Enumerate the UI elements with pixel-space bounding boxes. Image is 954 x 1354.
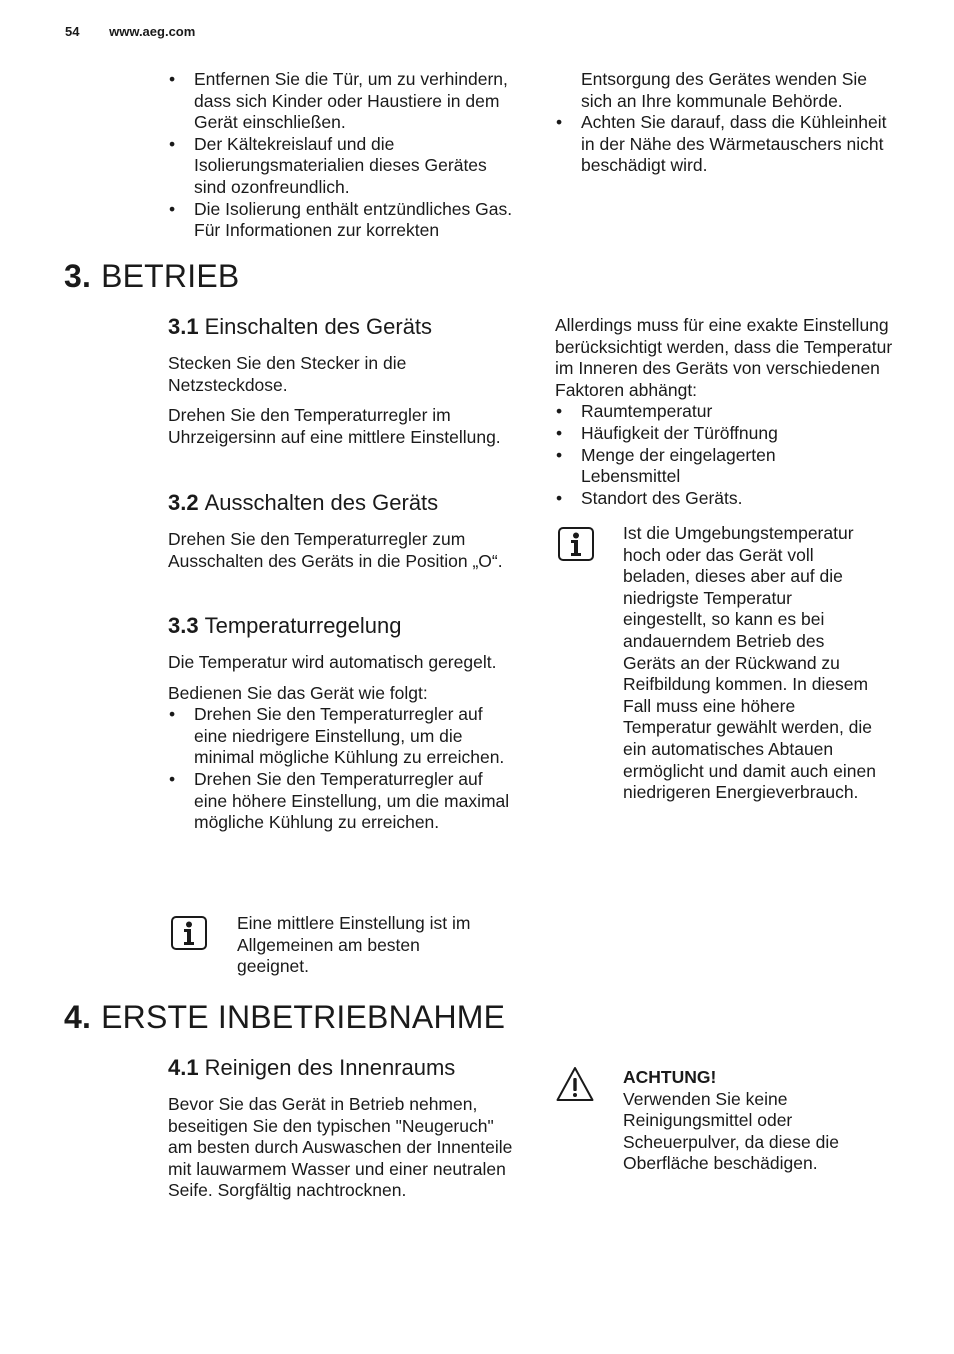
list-item: • Raumtemperatur xyxy=(555,401,900,423)
section-heading-3-1 xyxy=(168,314,432,340)
paragraph: Allerdings muss für eine exakte Einstellung berücksichtigt werden, dass die Temperatur im Inneren des Geräts von verschiedenen Faktoren abhängt: xyxy=(555,315,893,400)
chapter-heading-3 xyxy=(64,258,239,294)
list-item: • Drehen Sie den Temperaturregler auf eine höhere Einstellung, um die maximal mögliche Kühlung zu erreichen. xyxy=(168,769,518,834)
section-3-1-body xyxy=(168,353,513,448)
page-header xyxy=(65,24,195,39)
paragraph: Bedienen Sie das Gerät wie folgt: xyxy=(168,682,428,703)
section-3-3-body xyxy=(168,652,518,834)
info-icon xyxy=(558,527,594,566)
intro-right-column xyxy=(555,69,900,177)
factor-bullet-list xyxy=(555,401,900,509)
chapter-title: BETRIEB xyxy=(101,258,240,294)
list-item: • Menge der eingelagerten Lebensmittel xyxy=(555,445,900,488)
warning-icon xyxy=(556,1066,594,1107)
intro-left-column xyxy=(168,69,523,242)
chapter-3-right-column xyxy=(555,315,900,509)
intro-right-bullet-list xyxy=(555,112,900,177)
paragraph: Stecken Sie den Stecker in die Netzsteckdose. xyxy=(168,353,407,395)
section-4-1-body xyxy=(168,1094,516,1202)
list-item: • Die Isolierung enthält entzündliches Gas. Für Informationen zur korrekten xyxy=(168,199,523,242)
paragraph: Die Temperatur wird automatisch geregelt. xyxy=(168,652,497,672)
section-3-2-body xyxy=(168,529,513,572)
chapter-heading-4 xyxy=(64,999,505,1035)
chapter-number: 4. xyxy=(64,999,92,1035)
page-number: 54 xyxy=(65,24,80,39)
list-item: • Drehen Sie den Temperaturregler auf eine niedrigere Einstellung, um die minimal mögliche Kühlung zu erreichen. xyxy=(168,704,518,769)
warning-title: ACHTUNG! xyxy=(623,1067,717,1087)
section-title: Temperaturregelung xyxy=(204,613,402,638)
section-title: Ausschalten des Geräts xyxy=(204,490,439,515)
section-title: Reinigen des Innenraums xyxy=(204,1055,456,1080)
section-title: Einschalten des Geräts xyxy=(204,314,433,339)
section-number: 4.1 xyxy=(168,1055,199,1080)
warning-note xyxy=(623,1067,883,1175)
chapter-title: ERSTE INBETRIEBNAHME xyxy=(101,999,506,1035)
header-url: www.aeg.com xyxy=(109,24,196,39)
paragraph: Drehen Sie den Temperaturregler im Uhrzeigersinn auf eine mittlere Einstellung. xyxy=(168,405,501,447)
list-item: • Standort des Geräts. xyxy=(555,488,900,510)
intro-bullet-list xyxy=(168,69,523,242)
bullet-list xyxy=(168,704,518,834)
list-item: • Achten Sie darauf, dass die Kühleinheit in der Nähe des Wärmetauschers nicht beschädigt wird. xyxy=(555,112,900,177)
list-item: • Entfernen Sie die Tür, um zu verhindern, dass sich Kinder oder Haustiere in dem Gerät einschließen. xyxy=(168,69,523,134)
paragraph: Bevor Sie das Gerät in Betrieb nehmen, beseitigen Sie den typischen "Neugeruch" am besten durch Auswaschen der Innenteile mit lauwarmem Wasser und einer neutralen Seife. Sorgfältig nachtrocknen. xyxy=(168,1094,513,1201)
info-icon xyxy=(171,916,207,955)
warning-text: Verwenden Sie keine Reinigungsmittel oder Scheuerpulver, da diese die Oberfläche beschädigen. xyxy=(623,1088,839,1174)
section-heading-4-1 xyxy=(168,1055,455,1081)
info-note-text: Ist die Umgebungstemperatur hoch oder das Gerät voll beladen, dieses aber auf die niedrigste Temperatur eingestellt, so kann es bei andauerndem Betrieb des Geräts an der Rückwand zu Reifbildung kommen. In diesem Fall muss eine höhere Temperatur gewählt werden, die ein automatisches Abtauen ermöglicht und damit auch einen niedrigeren Energieverbrauch. xyxy=(623,523,876,803)
section-number: 3.3 xyxy=(168,613,199,638)
section-heading-3-2 xyxy=(168,490,438,516)
continuation-text: Entsorgung des Gerätes wenden Sie sich an Ihre kommunale Behörde. xyxy=(581,69,868,111)
section-number: 3.1 xyxy=(168,314,199,339)
section-heading-3-3 xyxy=(168,613,402,639)
paragraph: Drehen Sie den Temperaturregler zum Ausschalten des Geräts in die Position „O“. xyxy=(168,529,503,571)
info-note-text: Eine mittlere Einstellung ist im Allgemeinen am besten geeignet. xyxy=(237,913,471,977)
chapter-number: 3. xyxy=(64,258,92,294)
section-number: 3.2 xyxy=(168,490,199,515)
list-item: • Häufigkeit der Türöffnung xyxy=(555,423,900,445)
list-item: • Der Kältekreislauf und die Isolierungsmaterialien dieses Gerätes sind ozonfreundlich. xyxy=(168,134,523,199)
